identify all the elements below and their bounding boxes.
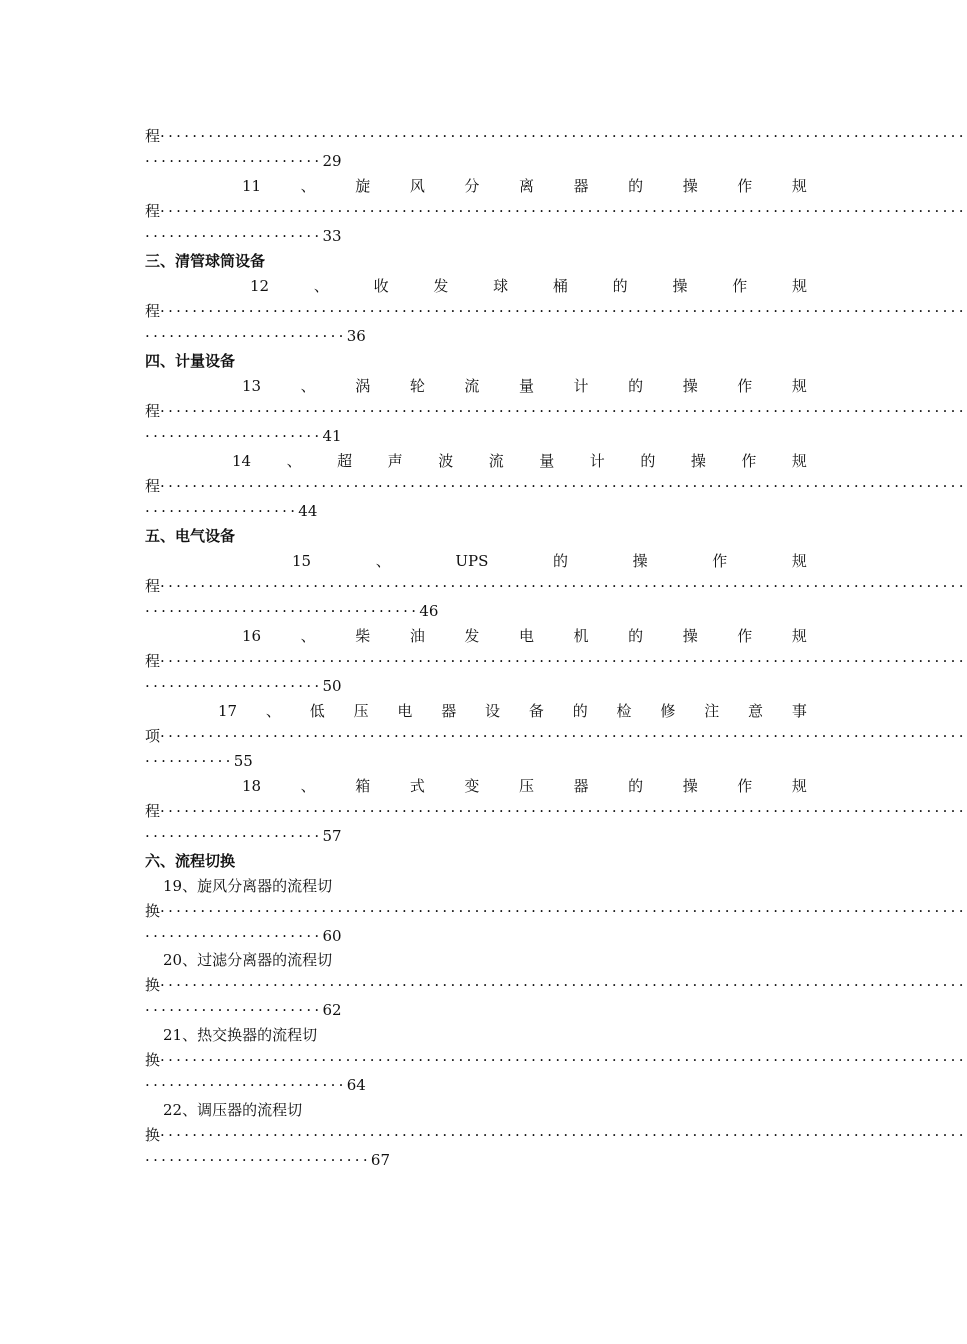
toc-page-line (145, 1148, 807, 1173)
dot-leader: ······················ (145, 152, 323, 170)
entry-title-char: 流 (488, 452, 504, 470)
entry-title-char: 检 (616, 702, 632, 720)
entry-title-char: 球 (493, 277, 509, 295)
entry-number: 15 (292, 552, 312, 570)
entry-title-char: 箱 (355, 777, 371, 795)
entry-title-char: 低 (309, 702, 325, 720)
entry-title-char: 式 (409, 777, 425, 795)
entry-tail-char: 项 (145, 727, 161, 745)
entry-title-char: 作 (737, 377, 753, 395)
entry-title-char: 计 (589, 452, 605, 470)
entry-title-char: 的 (553, 552, 569, 570)
toc-leader-line (145, 199, 967, 224)
entry-title-char: 操 (690, 452, 706, 470)
entry-title-char: 的 (628, 177, 644, 195)
entry-title-char: 规 (791, 177, 807, 195)
entry-title-char: 注 (704, 702, 720, 720)
page-number: 46 (419, 602, 439, 620)
entry-title-char: 规 (791, 277, 807, 295)
toc-leader-line (145, 649, 967, 674)
entry-tail-char: 程 (145, 802, 161, 820)
toc-leader-line (145, 574, 967, 599)
entry-title-char: 涡 (355, 377, 371, 395)
entry-title-char: 作 (737, 627, 753, 645)
entry-title-char: 的 (628, 777, 644, 795)
toc-leader-line (145, 1048, 967, 1073)
entry-title: 21、热交换器的流程切 (163, 1026, 318, 1044)
page-number: 33 (322, 227, 342, 245)
entry-title-char: 的 (628, 627, 644, 645)
section-heading-text: 三、清管球筒设备 (145, 252, 266, 270)
dot-leader: ···································································································· (160, 652, 967, 670)
dot-leader: ······················ (145, 427, 323, 445)
dot-leader: ···································································································· (160, 727, 967, 745)
dot-leader: ·································· (145, 602, 420, 620)
entry-tail-char: 换 (145, 976, 161, 994)
entry-number: 14 (232, 452, 252, 470)
entry-title-char: 旋 (355, 177, 371, 195)
toc-leader-line (145, 1123, 967, 1148)
entry-title-char: 器 (441, 702, 457, 720)
entry-number: 16 (242, 627, 262, 645)
section-heading (145, 249, 807, 274)
toc-page-line (145, 324, 807, 349)
toc-leader-line (145, 799, 967, 824)
dot-leader: ···································································································· (160, 1126, 967, 1144)
entry-title-char: 规 (791, 627, 807, 645)
entry-separator: 、 (300, 177, 316, 195)
entry-title-char: 规 (791, 552, 807, 570)
entry-title-char: 离 (518, 177, 534, 195)
entry-tail-char: 程 (145, 302, 161, 320)
entry-title-char: 器 (573, 177, 589, 195)
entry-title-char: 压 (518, 777, 534, 795)
entry-title-char: 操 (632, 552, 648, 570)
entry-title-char: 声 (387, 452, 403, 470)
entry-number: 13 (242, 377, 262, 395)
entry-title-char: 设 (485, 702, 501, 720)
entry-title-char: 规 (791, 377, 807, 395)
dot-leader: ···································································································· (160, 127, 967, 145)
entry-title-char: UPS (455, 552, 489, 570)
entry-number: 11 (242, 177, 262, 195)
toc-entry-line[interactable] (145, 699, 807, 724)
page-number: 36 (346, 327, 366, 345)
toc-page-line (145, 1073, 807, 1098)
toc-page-line (145, 749, 807, 774)
page-number: 67 (370, 1151, 390, 1169)
entry-title-char: 作 (712, 552, 728, 570)
dot-leader: ······················ (145, 927, 323, 945)
dot-leader: ···································································································· (160, 402, 967, 420)
dot-leader: ······················ (145, 827, 323, 845)
entry-tail-char: 程 (145, 202, 161, 220)
entry-tail-char: 程 (145, 577, 161, 595)
entry-title-char: 油 (409, 627, 425, 645)
entry-title-char: 器 (573, 777, 589, 795)
entry-title-char: 作 (741, 452, 757, 470)
entry-title-char: 发 (464, 627, 480, 645)
entry-tail-char: 程 (145, 477, 161, 495)
entry-title-char: 机 (573, 627, 589, 645)
dot-leader: ···································································································· (160, 1051, 967, 1069)
entry-title-char: 计 (573, 377, 589, 395)
toc-page-line (145, 824, 807, 849)
dot-leader: ······················ (145, 677, 323, 695)
dot-leader: ························· (145, 1076, 347, 1094)
entry-title-char: 作 (732, 277, 748, 295)
entry-tail-char: 程 (145, 127, 161, 145)
toc-page-line (145, 599, 807, 624)
page-number: 29 (322, 152, 342, 170)
dot-leader: ···································································································· (160, 902, 967, 920)
entry-title-char: 超 (337, 452, 353, 470)
section-heading-text: 五、电气设备 (145, 527, 236, 545)
entry-title-char: 修 (660, 702, 676, 720)
page-number: 41 (322, 427, 342, 445)
entry-separator: 、 (300, 777, 316, 795)
entry-title-char: 变 (464, 777, 480, 795)
entry-number: 12 (250, 277, 270, 295)
entry-title-char: 电 (518, 627, 534, 645)
toc-leader-line (145, 724, 967, 749)
entry-title-char: 的 (572, 702, 588, 720)
entry-title-char: 操 (672, 277, 688, 295)
toc-page-line (145, 149, 807, 174)
entry-separator: 、 (375, 552, 391, 570)
dot-leader: ······················ (145, 227, 323, 245)
toc-entry-line[interactable] (145, 874, 825, 899)
entry-title-char: 发 (433, 277, 449, 295)
toc-page-line (145, 424, 807, 449)
toc-entry-line[interactable] (145, 549, 807, 574)
toc-entry-line[interactable] (145, 449, 807, 474)
toc-entry-line[interactable] (145, 374, 807, 399)
toc-entry-line[interactable] (145, 948, 825, 973)
dot-leader: ······················ (145, 1001, 323, 1019)
page-number: 55 (233, 752, 253, 770)
entry-title-char: 规 (791, 777, 807, 795)
entry-title-char: 操 (682, 777, 698, 795)
section-heading (145, 524, 807, 549)
page-number: 60 (322, 927, 342, 945)
page-number: 44 (298, 502, 318, 520)
entry-title-char: 流 (464, 377, 480, 395)
entry-separator: 、 (313, 277, 329, 295)
section-heading (145, 349, 807, 374)
section-heading-text: 六、流程切换 (145, 852, 236, 870)
entry-title-char: 量 (539, 452, 555, 470)
entry-title-char: 操 (682, 377, 698, 395)
entry-title-char: 分 (464, 177, 480, 195)
section-heading-text: 四、计量设备 (145, 352, 236, 370)
entry-number: 17 (218, 702, 238, 720)
entry-title-char: 收 (373, 277, 389, 295)
dot-leader: ··········· (145, 752, 234, 770)
dot-leader: ···································································································· (160, 802, 967, 820)
entry-title-char: 压 (353, 702, 369, 720)
entry-title-char: 的 (628, 377, 644, 395)
dot-leader: ···································································································· (160, 202, 967, 220)
entry-title-char: 量 (518, 377, 534, 395)
toc-entry-line[interactable] (145, 1023, 825, 1048)
toc-leader-line (145, 399, 967, 424)
toc-leader-line (145, 899, 967, 924)
dot-leader: ···································································································· (160, 976, 967, 994)
entry-title: 19、旋风分离器的流程切 (163, 877, 333, 895)
toc-page-line (145, 924, 807, 949)
toc-leader-line (145, 124, 967, 149)
entry-separator: 、 (300, 377, 316, 395)
toc-leader-line (145, 474, 967, 499)
dot-leader: ···································································································· (160, 477, 967, 495)
entry-number: 18 (242, 777, 262, 795)
entry-separator: 、 (265, 702, 281, 720)
entry-tail-char: 换 (145, 1051, 161, 1069)
page-number: 62 (322, 1001, 342, 1019)
entry-title-char: 意 (748, 702, 764, 720)
entry-separator: 、 (300, 627, 316, 645)
entry-title-char: 柴 (355, 627, 371, 645)
entry-title-char: 电 (397, 702, 413, 720)
entry-title-char: 备 (528, 702, 544, 720)
entry-separator: 、 (286, 452, 302, 470)
toc-entry-line[interactable] (145, 174, 807, 199)
dot-leader: ···································································································· (160, 302, 967, 320)
entry-tail-char: 换 (145, 902, 161, 920)
entry-title-char: 事 (791, 702, 807, 720)
entry-title: 20、过滤分离器的流程切 (163, 951, 333, 969)
toc-entry-line[interactable] (145, 624, 807, 649)
entry-title-char: 风 (409, 177, 425, 195)
entry-title-char: 轮 (409, 377, 425, 395)
toc-page-line (145, 499, 807, 524)
toc-entry-line[interactable] (145, 774, 807, 799)
toc-entry-line[interactable] (145, 274, 807, 299)
entry-tail-char: 程 (145, 402, 161, 420)
entry-title-char: 作 (737, 777, 753, 795)
toc-page-line (145, 674, 807, 699)
page-number: 57 (322, 827, 342, 845)
toc-entry-line[interactable] (145, 1098, 825, 1123)
entry-title-char: 波 (438, 452, 454, 470)
page-number: 64 (346, 1076, 366, 1094)
page-number: 50 (322, 677, 342, 695)
dot-leader: ···································································································· (160, 577, 967, 595)
toc-leader-line (145, 973, 967, 998)
entry-title: 22、调压器的流程切 (163, 1101, 303, 1119)
dot-leader: ···························· (145, 1151, 371, 1169)
entry-title-char: 规 (791, 452, 807, 470)
dot-leader: ························· (145, 327, 347, 345)
entry-tail-char: 换 (145, 1126, 161, 1144)
section-heading (145, 849, 807, 874)
entry-title-char: 操 (682, 177, 698, 195)
toc-page-line (145, 998, 807, 1023)
entry-title-char: 的 (612, 277, 628, 295)
entry-title-char: 桶 (552, 277, 568, 295)
dot-leader: ··················· (145, 502, 299, 520)
entry-title-char: 作 (737, 177, 753, 195)
entry-title-char: 的 (640, 452, 656, 470)
entry-tail-char: 程 (145, 652, 161, 670)
entry-title-char: 操 (682, 627, 698, 645)
toc-leader-line (145, 299, 967, 324)
toc-page-line (145, 224, 807, 249)
